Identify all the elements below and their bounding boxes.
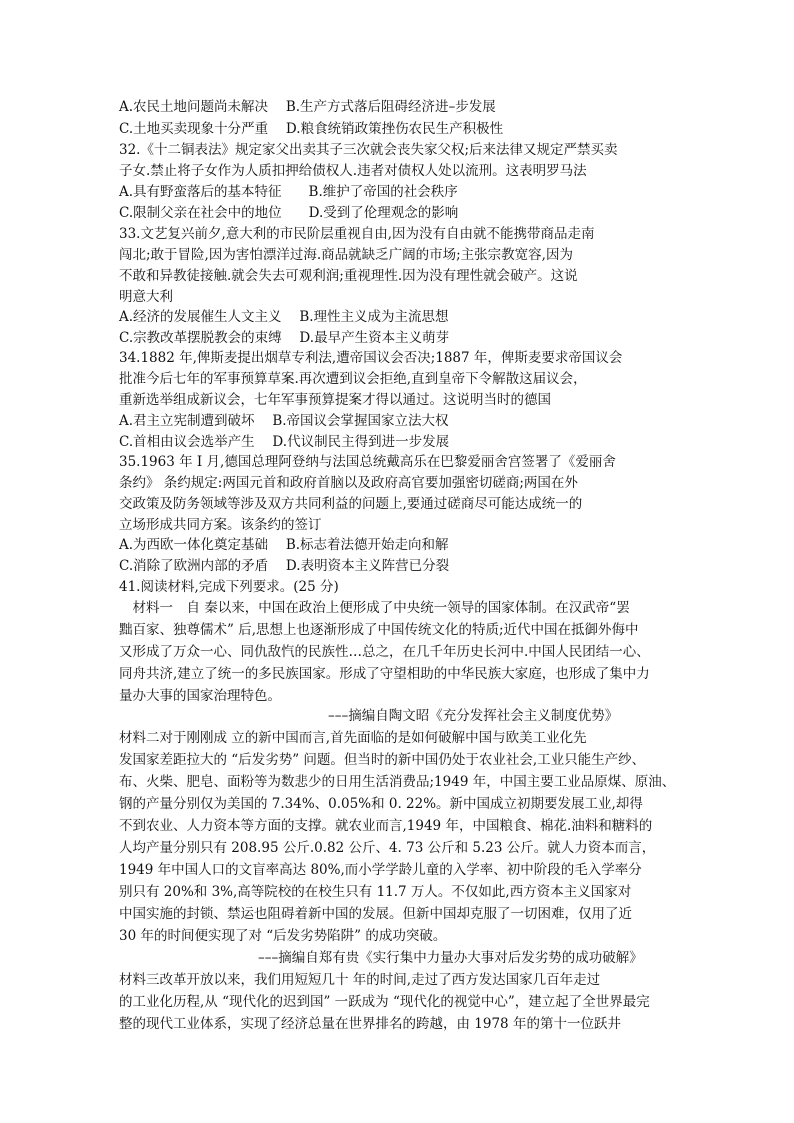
q31-option-line-1: A.农民土地问题尚未解决 B.生产方式落后阻碍经济进–步发展 — [119, 99, 496, 115]
material-1-line-3: 又形成了万众一心、同仇敌忾的民族性…总之，在几千年历史长河中.中国人民团结一心、 — [119, 644, 650, 660]
q35-stem-line-1: 35.1963 年 I 月,德国总理阿登纳与法国总统戴高乐在巴黎爱丽舍宫签署了《爱丽舍 — [119, 454, 616, 470]
material-2-line-3: 布、火柴、肥皂、面粉等为数悲少的日用生活消费品;1949 年，中国主要工业品原煤、原油、 — [119, 774, 676, 790]
material-2-line-9: 中国实施的封锁、禁运也阻碍着新中国的发展。但新中国却克服了一切困难，仅用了近 — [119, 906, 632, 922]
material-2-line-7: 1949 年中国人口的文盲率高达 80%,而小学学龄儿童的入学率、初中阶段的毛入学率分 — [119, 862, 642, 878]
q33-stem-line-4: 明意大利 — [119, 289, 173, 305]
material-3-line-1: 材料三改革开放以来，我们用短短几十 年的时间,走过了西方发达国家几百年走过 — [119, 972, 601, 988]
material-1-source: –––摘编自陶文昭《充分发挥社会主义制度优势》 — [328, 708, 619, 724]
q32-options-cd: C.限制父亲在社会中的地位 D.受到了伦理观念的影响 — [119, 205, 459, 221]
q34-options-ab: A.君主立宪制遭到破坏 B.帝国议会掌握国家立法大权 — [119, 413, 449, 429]
material-2-line-4: 钢的产量分别仅为美国的 7.34%、0.05%和 0. 22%。新中国成立初期要发展工业,却得 — [119, 796, 643, 812]
q34-stem-line-1: 34.1882 年,俾斯麦提出烟草专利法,遭帝国议会否决;1887 年，俾斯麦要求帝国议会 — [119, 350, 623, 366]
q35-stem-line-2: 条约》 条约规定:两国元首和政府首脑以及政府高官要加强密切磋商;两国在外 — [119, 475, 578, 491]
material-2-line-5: 不到农业、人力资本等方面的支撑。就农业而言,1949 年，中国粮食、棉花.油料和糖料的 — [119, 818, 653, 834]
q33-options-ab: A.经济的发展催生人文主义 B.理性主义成为主流思想 — [119, 309, 449, 325]
q32-options-ab: A.具有野蛮落后的基本特征 B.维护了帝国的社会秩序 — [119, 184, 458, 200]
material-2-source: –––摘编自郑有贵《实行集中力量办大事对后发劣势的成功破解》 — [258, 950, 643, 966]
material-2-line-8: 别只有 20%和 3%,高等院校的在校生只有 11.7 万人。不仅如此,西方资本主义国家对 — [119, 884, 632, 900]
material-2-line-2: 发国家差距拉大的 “后发劣势” 问题。但当时的新中国仍处于农业社会,工业只能生产纱、 — [119, 752, 646, 768]
material-3-line-3: 整的现代工业体系，实现了经济总量在世界排名的跨越，由 1978 年的第十一位跃井 — [119, 1016, 621, 1032]
q33-stem-line-1: 33.文艺复兴前夕,意大利的市民阶层重视自由,因为没有自由就不能携带商品走南 — [119, 226, 595, 242]
q34-stem-line-3: 重新选举组成新议会，七年军事预算提案才得以通过。这说明当时的德国 — [119, 392, 551, 408]
q35-stem-line-3: 交政策及防务领域等涉及双方共同利益的问题上,要通过磋商尽可能达成统一的 — [119, 496, 583, 512]
q32-stem-line-1: 32.《十二铜表法》规定家父出卖其子三次就会丧失家父权;后来法律又规定严禁买卖 — [119, 142, 618, 158]
material-1-line-1: 材料一 自 秦以来，中国在政治上便形成了中央统一领导的国家体制。在汉武帝“罢 — [119, 600, 630, 616]
material-2-line-10: 30 年的时间便实现了对 “后发劣势陷阱” 的成功突破。 — [119, 928, 447, 944]
material-2-line-6: 人均产量分别只有 208.95 公斤.0.82 公斤、4. 73 公斤和 5.23 公斤。就人力资本而言， — [119, 840, 656, 856]
q33-options-cd: C.宗教改革摆脱教会的束缚 D.最早产生资本主义萌芽 — [119, 330, 450, 346]
material-1-line-2: 黜百家、独尊儒术” 后,思想上也逐渐形成了中国传统文化的特质;近代中国在抵御外侮中 — [119, 622, 639, 638]
q33-stem-line-3: 不敢和异教徒接触.就会失去可观利润;重视理性.因为没有理性就会破产。这说 — [119, 268, 578, 284]
material-2-line-1: 材料二对于刚刚成 立的新中国而言,首先面临的是如何破解中国与欧美工业化先 — [119, 730, 587, 746]
material-1-line-4: 同舟共济,建立了统一的多民族国家。形成了守望相助的中华民族大家庭，也形成了集中力 — [119, 666, 650, 682]
q33-stem-line-2: 闯北;敢于冒险,因为害怕漂洋过海.商品就缺乏广阔的市场;主张宗教宽容,因为 — [119, 247, 573, 263]
q34-stem-line-2: 批准今后七年的军事预算草案.再次遭到议会拒绝,直到皇帝下令解散这届议会， — [119, 371, 587, 387]
q32-stem-line-2: 子女.禁止将子女作为人质扣押给债权人.违者对债权人处以流刑。这表明罗马法 — [119, 163, 587, 179]
q41-title: 41.阅读材料,完成下列要求。(25 分) — [119, 579, 339, 595]
q31-option-line-2: C.土地买卖现象十分严重 D.粮食统销政策挫伤农民生产积极性 — [119, 121, 504, 137]
q35-options-cd: C.消除了欧洲内部的矛盾 D.表明资本主义阵营已分裂 — [119, 558, 450, 574]
q34-options-cd: C.首相由议会选举产生 D.代议制民主得到进一步发展 — [119, 434, 450, 450]
material-1-line-5: 量办大事的国家治理特色。 — [119, 688, 281, 704]
material-3-line-2: 的工业化历程,从 “现代化的迟到国” 一跃成为 “现代化的视觉中心”，建立起了全世界最完 — [119, 994, 650, 1010]
q35-options-ab: A.为西欧一体化奠定基础 B.标志着法德开始走向和解 — [119, 537, 449, 553]
q35-stem-line-4: 立场形成共同方案。该条约的签订 — [119, 517, 322, 533]
